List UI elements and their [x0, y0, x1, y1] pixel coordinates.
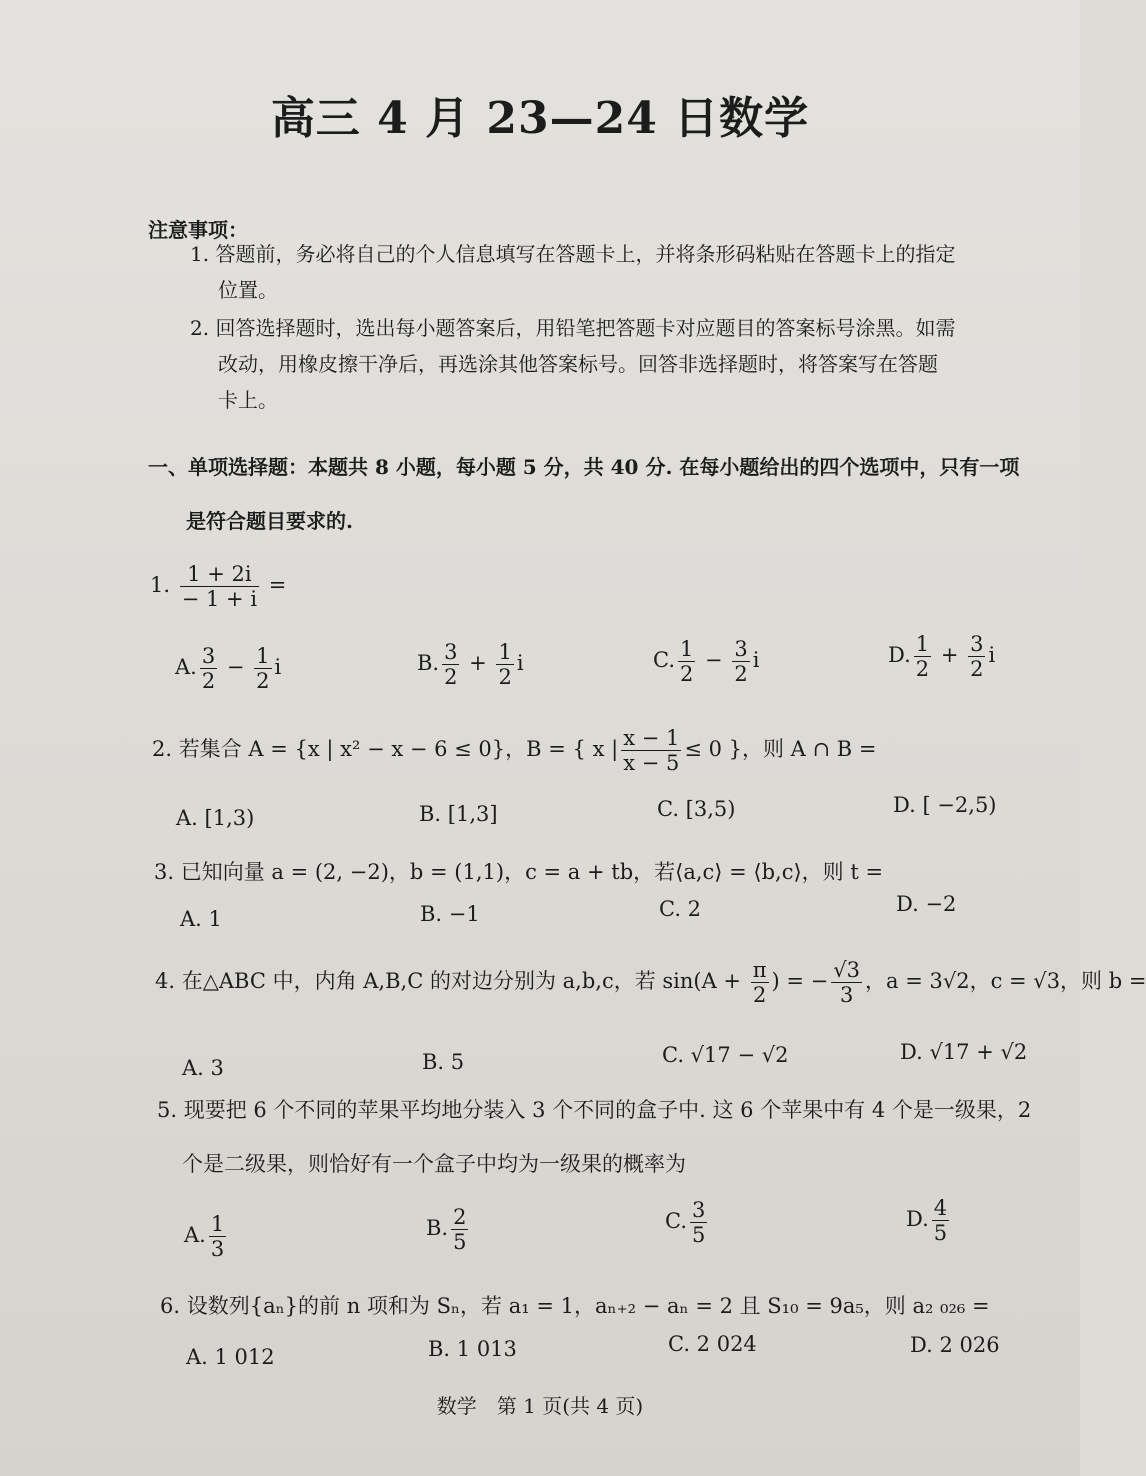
- set-brace: { x |: [572, 737, 619, 762]
- fraction-denominator: 2: [444, 665, 458, 690]
- q4-option-c[interactable]: C. √17 − √2: [662, 1043, 789, 1067]
- q5-option-d[interactable]: [906, 1196, 952, 1245]
- fraction-numerator: π: [752, 958, 767, 982]
- fraction-denominator: 2: [498, 665, 512, 690]
- q6-option-c[interactable]: C. 2 024: [668, 1332, 757, 1356]
- question-5-line2: 个是二级果，则恰好有一个盒子中均为一级果的概率为: [182, 1152, 686, 1176]
- option-label: B.: [417, 651, 440, 676]
- q3-option-b[interactable]: B. −1: [420, 902, 480, 926]
- fraction-numerator: 1 + 2i: [180, 562, 259, 587]
- q3-option-c[interactable]: C. 2: [659, 897, 702, 921]
- imaginary-unit: i: [988, 643, 996, 668]
- fraction-denominator: 2: [734, 662, 748, 687]
- q4-option-a[interactable]: A. 3: [182, 1056, 224, 1080]
- fraction: [732, 637, 749, 686]
- notice-item-2-line2: 改动，用橡皮擦干净后，再选涂其他答案标号。回答非选择题时，将答案写在答题: [218, 352, 938, 376]
- imaginary-unit: i: [752, 648, 760, 673]
- operator: −: [698, 648, 730, 673]
- question-5-line1: 5. 现要把 6 个不同的苹果平均地分装入 3 个不同的盒子中. 这 6 个苹果中有 4 个是一级果，2: [157, 1098, 1032, 1122]
- section-1-line2: 是符合题目要求的.: [186, 509, 353, 533]
- section-1-line1: 一、单项选择题：本题共 8 小题，每小题 5 分，共 40 分. 在每小题给出的四个选项中，只有一项: [148, 455, 1020, 479]
- fraction-denominator: 2: [680, 662, 694, 687]
- fraction-denominator: 2: [752, 983, 767, 1008]
- option-label: D.: [906, 1207, 929, 1232]
- fraction-denominator: 2: [256, 669, 270, 694]
- question-1: [150, 562, 286, 611]
- fraction-denominator: 3: [210, 1237, 225, 1262]
- q4-option-b[interactable]: B. 5: [422, 1050, 465, 1074]
- fraction: [751, 958, 769, 1007]
- option-label: A.: [184, 1223, 206, 1248]
- page-title: 高三 4 月 23—24 日数学: [270, 93, 810, 144]
- notice-item-2-line1: 2. 回答选择题时，选出每小题答案后，用铅笔把答题卡对应题目的答案标号涂黑。如需: [190, 316, 956, 340]
- notice-item-2: [190, 310, 1050, 418]
- question-3: 3. 已知向量 a = (2, −2)，b = (1,1)，c = a + tb，若⟨a,c⟩ = ⟨b,c⟩，则 t =: [154, 860, 884, 884]
- fraction-numerator: 3: [692, 1198, 706, 1222]
- question-tail: =: [262, 573, 287, 598]
- operator: +: [462, 651, 494, 676]
- fraction-numerator: 1: [680, 637, 694, 661]
- fraction-denominator: 2: [970, 657, 984, 682]
- fraction-denominator: 5: [453, 1230, 467, 1255]
- q6-option-d[interactable]: D. 2 026: [910, 1333, 1000, 1357]
- q1-option-d[interactable]: [888, 632, 995, 681]
- q2-option-a[interactable]: A. [1,3): [176, 806, 255, 830]
- q2-option-b[interactable]: B. [1,3]: [419, 802, 498, 826]
- question-4: [155, 958, 1146, 1007]
- option-label: B.: [426, 1216, 449, 1241]
- question-text: ，a = 3√2，c = √3，则 b =: [865, 969, 1146, 994]
- fraction: [621, 726, 681, 775]
- q6-option-b[interactable]: B. 1 013: [428, 1337, 517, 1361]
- fraction: [831, 958, 862, 1007]
- q1-option-b[interactable]: [417, 640, 524, 689]
- fraction-denominator: x − 5: [623, 751, 680, 776]
- q1-option-a[interactable]: [175, 644, 281, 693]
- fraction-numerator: x − 1: [623, 726, 680, 750]
- fraction: [678, 637, 695, 686]
- question-6: 6. 设数列{aₙ}的前 n 项和为 Sₙ，若 a₁ = 1，aₙ₊₂ − aₙ = 2 且 S₁₀ = 9a₅，则 a₂ ₀₂₆ =: [160, 1294, 990, 1318]
- fraction: [914, 632, 931, 681]
- fraction: [968, 632, 985, 681]
- q3-option-a[interactable]: A. 1: [180, 907, 222, 931]
- option-label: C.: [665, 1209, 687, 1234]
- fraction-numerator: 3: [201, 644, 216, 668]
- fraction: [180, 562, 259, 611]
- fraction-denominator: 2: [201, 669, 216, 694]
- question-number: 1.: [150, 573, 171, 598]
- fraction-numerator: √3: [833, 958, 861, 982]
- page-footer: 数学 第 1 页(共 4 页): [436, 1394, 644, 1418]
- q1-option-c[interactable]: [653, 637, 759, 686]
- notice-item-2-line3: 卡上。: [218, 388, 278, 412]
- fraction-numerator: 3: [970, 632, 984, 656]
- fraction: [690, 1198, 707, 1247]
- fraction-numerator: 4: [933, 1196, 948, 1220]
- notice-item-1: [190, 236, 1050, 308]
- operator: +: [934, 643, 966, 668]
- option-label: C.: [653, 648, 675, 673]
- fraction: [254, 644, 271, 693]
- imaginary-unit: i: [274, 655, 282, 680]
- fraction: [200, 644, 217, 693]
- q2-option-d[interactable]: D. [ −2,5): [893, 793, 997, 817]
- fraction-denominator: 5: [692, 1223, 706, 1248]
- fraction: [451, 1205, 468, 1254]
- notice-item-1-line1: 1. 答题前，务必将自己的个人信息填写在答题卡上，并将条形码粘贴在答题卡上的指定: [190, 242, 956, 266]
- q5-option-c[interactable]: [665, 1198, 710, 1247]
- notice-item-1-line2: 位置。: [218, 278, 278, 302]
- fraction-numerator: 3: [444, 640, 458, 664]
- notice-heading: 注意事项：: [148, 218, 248, 242]
- fraction: [496, 640, 513, 689]
- fraction: [442, 640, 459, 689]
- question-text: 2. 若集合 A = {x | x² − x − 6 ≤ 0}，B =: [152, 737, 573, 762]
- q5-option-b[interactable]: [426, 1205, 471, 1254]
- fraction-denominator: 2: [915, 657, 930, 682]
- fraction: [932, 1196, 949, 1245]
- fraction-denominator: 3: [839, 983, 854, 1008]
- q5-option-a[interactable]: [184, 1212, 229, 1261]
- question-2: [152, 726, 877, 775]
- question-text: ≤ 0 }，则 A ∩ B =: [684, 737, 877, 762]
- q2-option-c[interactable]: C. [3,5): [657, 797, 736, 821]
- fraction-numerator: 1: [498, 640, 512, 664]
- option-label: D.: [888, 643, 911, 668]
- question-text: ) = −: [771, 969, 829, 994]
- fraction-denominator: − 1 + i: [181, 587, 258, 612]
- fraction: [209, 1212, 226, 1261]
- fraction-numerator: 3: [734, 637, 748, 661]
- imaginary-unit: i: [516, 651, 524, 676]
- q6-option-a[interactable]: A. 1 012: [186, 1345, 275, 1369]
- q4-option-d[interactable]: D. √17 + √2: [900, 1040, 1028, 1064]
- question-text: 4. 在△ABC 中，内角 A,B,C 的对边分别为 a,b,c，若 sin(A +: [155, 969, 748, 994]
- option-label: A.: [175, 655, 197, 680]
- fraction-denominator: 5: [933, 1221, 948, 1246]
- fraction-numerator: 1: [210, 1212, 225, 1236]
- fraction-numerator: 1: [915, 632, 930, 656]
- fraction-numerator: 2: [453, 1205, 467, 1229]
- section-1-heading: [148, 440, 1058, 548]
- q3-option-d[interactable]: D. −2: [896, 892, 957, 916]
- fraction-numerator: 1: [256, 644, 270, 668]
- operator: −: [220, 655, 252, 680]
